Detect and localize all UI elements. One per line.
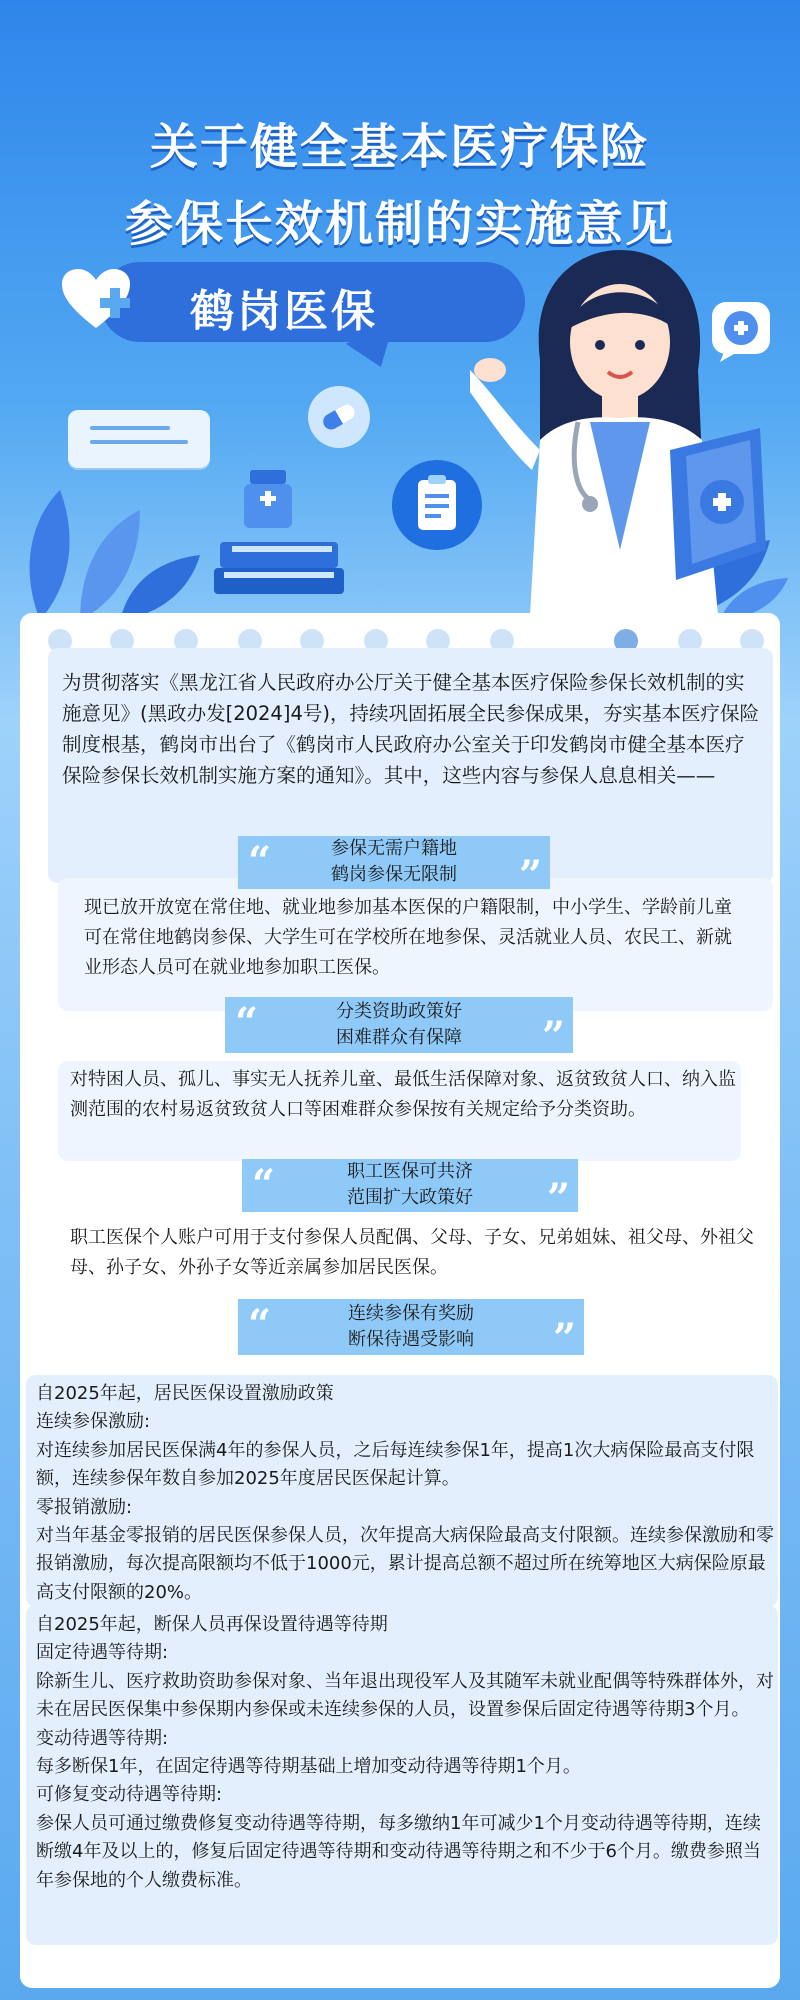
waiting-subheading: 变动待遇等待期: [36,1727,169,1749]
incentive-heading: 自2025年起，居民医保设置激励政策 [36,1383,334,1404]
books-icon [210,460,350,610]
section-banner [225,997,573,1060]
section-body: 现已放开放宽在常住地、就业地参加基本医保的户籍限制，中小学生、学龄前儿童可在常住地鹤岗参保、大学生可在学校所在地参保、灵活就业人员、农民工、新就业形态人员可在就业地参加职工医保。 [84,897,732,978]
banner-line1: 连续参保有奖励 [348,1303,474,1324]
chat-bubble-icon [68,410,210,468]
waiting-heading: 自2025年起，断保人员再保设置待遇等待期 [36,1614,388,1635]
pill-icon [308,386,370,448]
incentive-subheading: 连续参保激励: [36,1411,151,1433]
banner-line1: 参保无需户籍地 [331,838,457,859]
doctor-illustration [470,250,770,615]
leaves-icon [20,470,220,620]
incentive-subheading: 零报销激励: [36,1496,133,1518]
section-banner [238,836,550,899]
section-banner [242,1159,578,1222]
brand-label: 鹤岗医保 [190,286,378,337]
page-title-line2: 参保长效机制的实施意见 [124,196,675,252]
clipboard-icon [392,460,482,550]
section-body: 职工医保个人账户可用于支付参保人员配偶、父母、子女、兄弟姐妹、祖父母、外祖父母、孙子女、外孙子女等近亲属参加居民医保。 [70,1227,754,1278]
heart-plus-icon [60,268,132,332]
section-body: 对特困人员、孤儿、事实无人抚养儿童、最低生活保障对象、返贫致贫人口、纳入监测范围的农村易返贫致贫人口等困难群众参保按有关规定给予分类资助。 [70,1069,736,1120]
incentive-text [36,1380,776,1607]
incentive-body: 对连续参加居民医保满4年的参保人员，之后每连续参保1年，提高1次大病保险最高支付限额，连续参保年数自参加2025年度居民医保起计算。 [36,1439,755,1490]
waiting-body: 除新生儿、医疗救助资助参保对象、当年退出现役军人及其随军未就业配偶等特殊群体外，对未在居民医保集中参保期内参保或未连续参保的人员，设置参保后固定待遇等待期3个月。 [36,1670,774,1721]
waiting-subheading: 固定待遇等待期: [36,1642,169,1664]
banner-line2: 鹤岗参保无限制 [331,864,457,885]
waiting-subheading: 可修复变动待遇等待期: [36,1784,223,1806]
incentive-body: 对当年基金零报销的居民医保参保人员，次年提高大病保险最高支付限额。连续参保激励和零报销激励，每次提高限额均不低于1000元，累计提高总额不超过所在统筹地区大病保险原最高支付限额的20%。 [36,1525,774,1603]
quote-close-icon: ” [546,1175,570,1222]
quote-close-icon: ” [518,852,542,899]
quote-open-icon: “ [235,999,259,1046]
quote-close-icon: ” [541,1013,565,1060]
banner-line1: 职工医保可共济 [347,1161,473,1182]
banner-line1: 分类资助政策好 [336,1001,462,1022]
page-title-line1: 关于健全基本医疗保险 [149,119,650,175]
quote-open-icon: “ [248,1301,272,1348]
waiting-body: 每多断保1年，在固定待遇等待期基础上增加变动待遇等待期1个月。 [36,1756,581,1778]
banner-line2: 困难群众有保障 [336,1027,462,1048]
waiting-body: 参保人员可通过缴费修复变动待遇等待期，每多缴纳1年可减少1个月变动待遇等待期，连续断缴4年及以上的，修复后固定待遇等待期和变动待遇等待期之和不少于6个月。缴费参照当年参保地的个人缴费标准。 [36,1812,761,1891]
section-banner [238,1299,584,1362]
waiting-period-text [36,1611,776,1895]
intro-text: 为贯彻落实《黑龙江省人民政府办公厅关于健全基本医疗保险参保长效机制的实施意见》(黑政办发[2024]4号)，持续巩固拓展全民参保成果，夯实基本医疗保险制度根基，鹤岗市出台了《鹤岗市人民政府办公室关于印发鹤岗市健全基本医疗保险参保长效机制实施方案的通知》。其中，这些内容与参保人息息相关—— [62,671,759,787]
quote-open-icon: “ [252,1161,276,1208]
quote-close-icon: ” [552,1315,576,1362]
quote-open-icon: “ [248,838,272,885]
banner-line2: 范围扩大政策好 [347,1187,473,1208]
banner-line2: 断保待遇受影响 [348,1329,474,1350]
